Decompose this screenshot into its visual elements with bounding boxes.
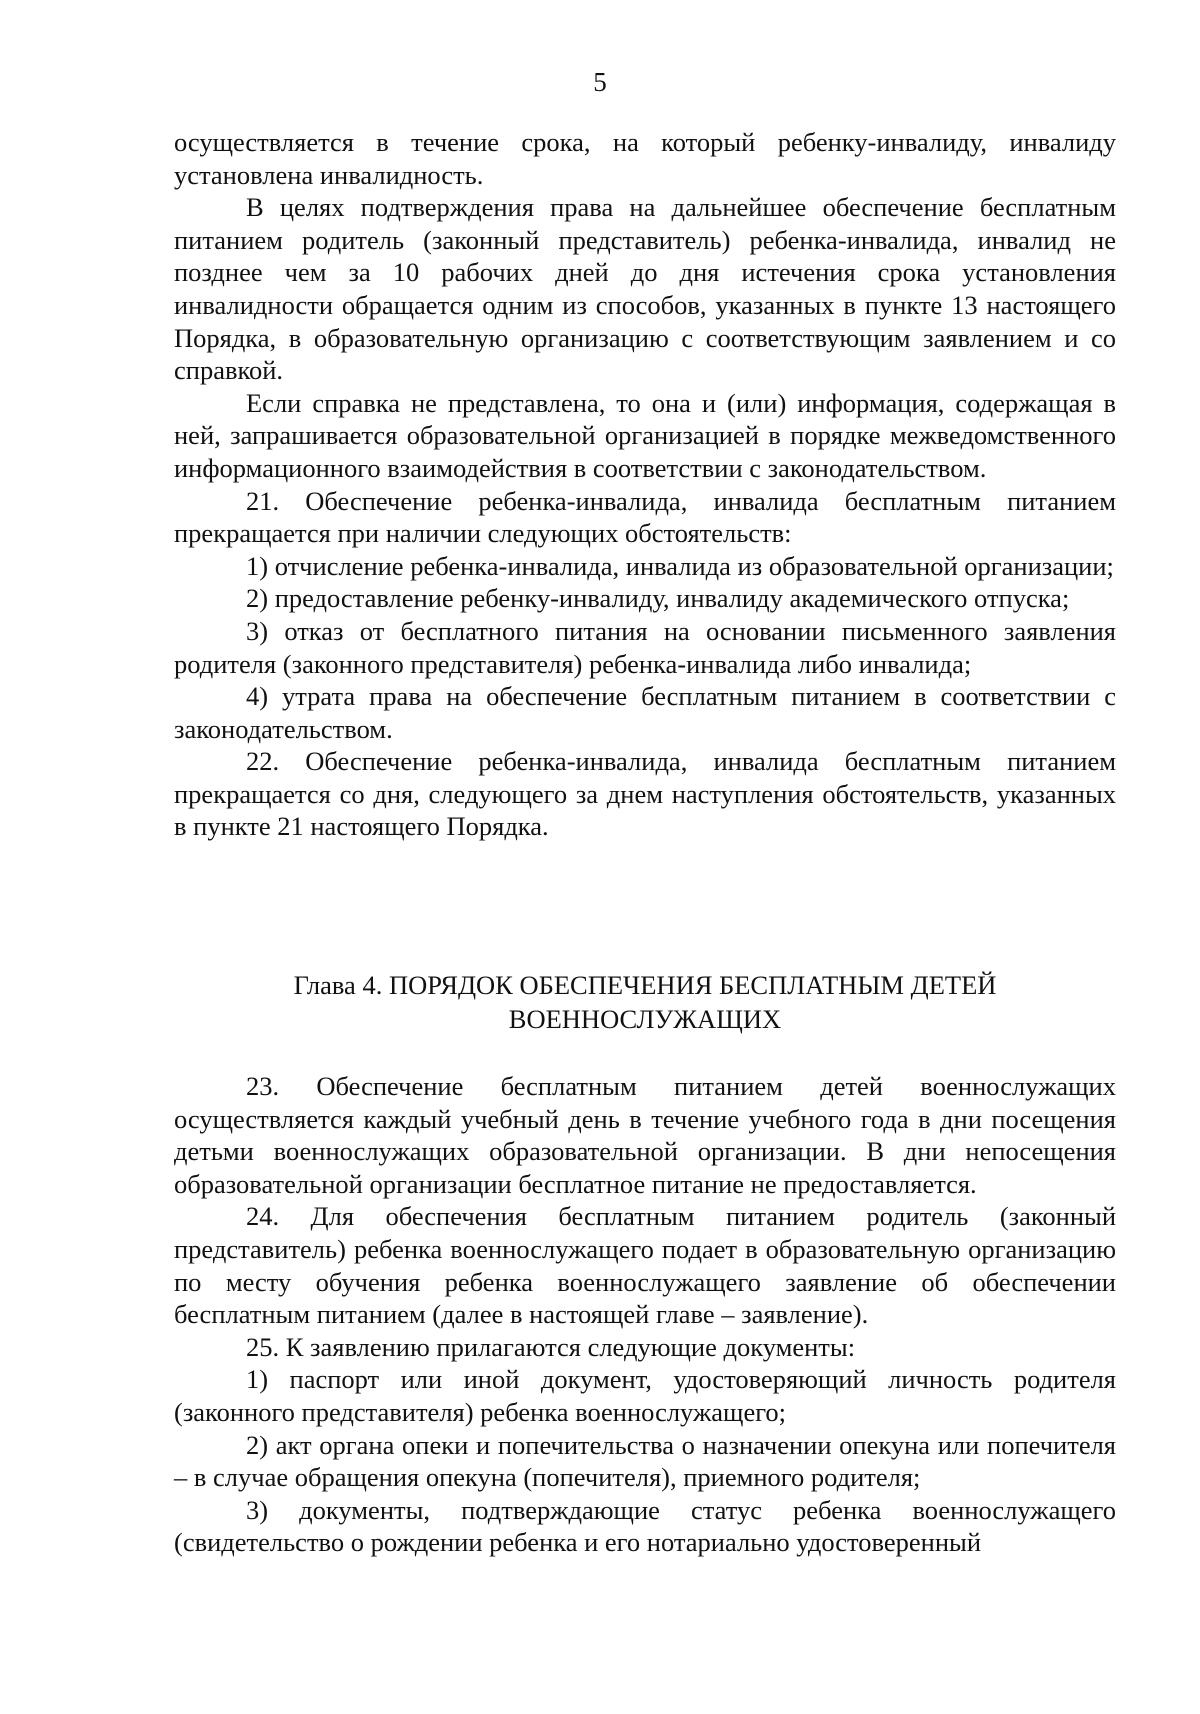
list-item: 2) предоставление ребенку-инвалиду, инвалиду академического отпуска; [246, 583, 1070, 614]
page-number: 5 [593, 67, 607, 97]
list-item: 2) акт органа опеки и попечительства о назначении опекуна или попечителя – в случае обращения опекуна (попечителя), приемного родителя; [174, 1429, 1116, 1493]
list-item: 1) отчисление ребенка-инвалида, инвалида из образовательной организации; [246, 550, 1114, 581]
paragraph: 25. К заявлению прилагаются следующие документы: [246, 1331, 856, 1362]
list-item: 1) паспорт или иной документ, удостоверяющий личность родителя (законного представителя) ребенка военнослужащего; [174, 1364, 1116, 1427]
chapter-heading-line-2: ВОЕННОСЛУЖАЩИХ [508, 1004, 782, 1034]
paragraph: осуществляется в течение срока, на который ребенку-инвалиду, инвалиду установлена инвалидность. [174, 127, 1116, 190]
chapter-heading [174, 968, 1116, 1036]
list-item: 3) отказ от бесплатного питания на основании письменного заявления родителя (законного представителя) ребенка-инвалида либо инвалида; [174, 615, 1116, 679]
paragraph: 23. Обеспечение бесплатным питанием детей военнослужащих осуществляется каждый учебный день в течение учебного года в дни посещения детьми военнослужащих образовательной организации. В дни непосещения образовательной организации бесплатное питание не предоставляется. [174, 1071, 1116, 1199]
paragraph: 21. Обеспечение ребенка-инвалида, инвалида бесплатным питанием прекращается при наличии следующих обстоятельств: [174, 485, 1116, 549]
paragraph: 22. Обеспечение ребенка-инвалида, инвалида бесплатным питанием прекращается со дня, следующего за днем наступления обстоятельств, указанных в пункте 21 настоящего Порядка. [174, 746, 1116, 842]
paragraph: Если справка не представлена, то она и (или) информация, содержащая в ней, запрашивается образовательной организацией в порядке межведомственного информационного взаимодействия в соответствии с законодательством. [174, 387, 1116, 483]
body-text-section-1 [174, 126, 1116, 843]
paragraph: 24. Для обеспечения бесплатным питанием родитель (законный представитель) ребенка военнослужащего подает в образовательную организацию по месту обучения ребенка военнослужащего заявление об обеспечении бесплатным питанием (далее в настоящей главе – заявление). [174, 1201, 1116, 1330]
list-item: 3) документы, подтверждающие статус ребенка военнослужащего (свидетельство о рождении ребенка и его нотариально удостоверенный [174, 1494, 1116, 1558]
paragraph: В целях подтверждения права на дальнейшее обеспечение бесплатным питанием родитель (законный представитель) ребенка-инвалида, инвалид не позднее чем за 10 рабочих дней до дня истечения срока установления инвалидности обращается одним из способов, указанных в пункте 13 настоящего Порядка, в образовательную организацию с соответствующим заявлением и со справкой. [174, 192, 1116, 386]
body-text-section-2 [174, 1070, 1116, 1559]
chapter-heading-line-1: Глава 4. ПОРЯДОК ОБЕСПЕЧЕНИЯ БЕСПЛАТНЫМ ДЕТЕЙ [293, 970, 997, 1000]
list-item: 4) утрата права на обеспечение бесплатным питанием в соответствии с законодательством. [174, 681, 1116, 744]
